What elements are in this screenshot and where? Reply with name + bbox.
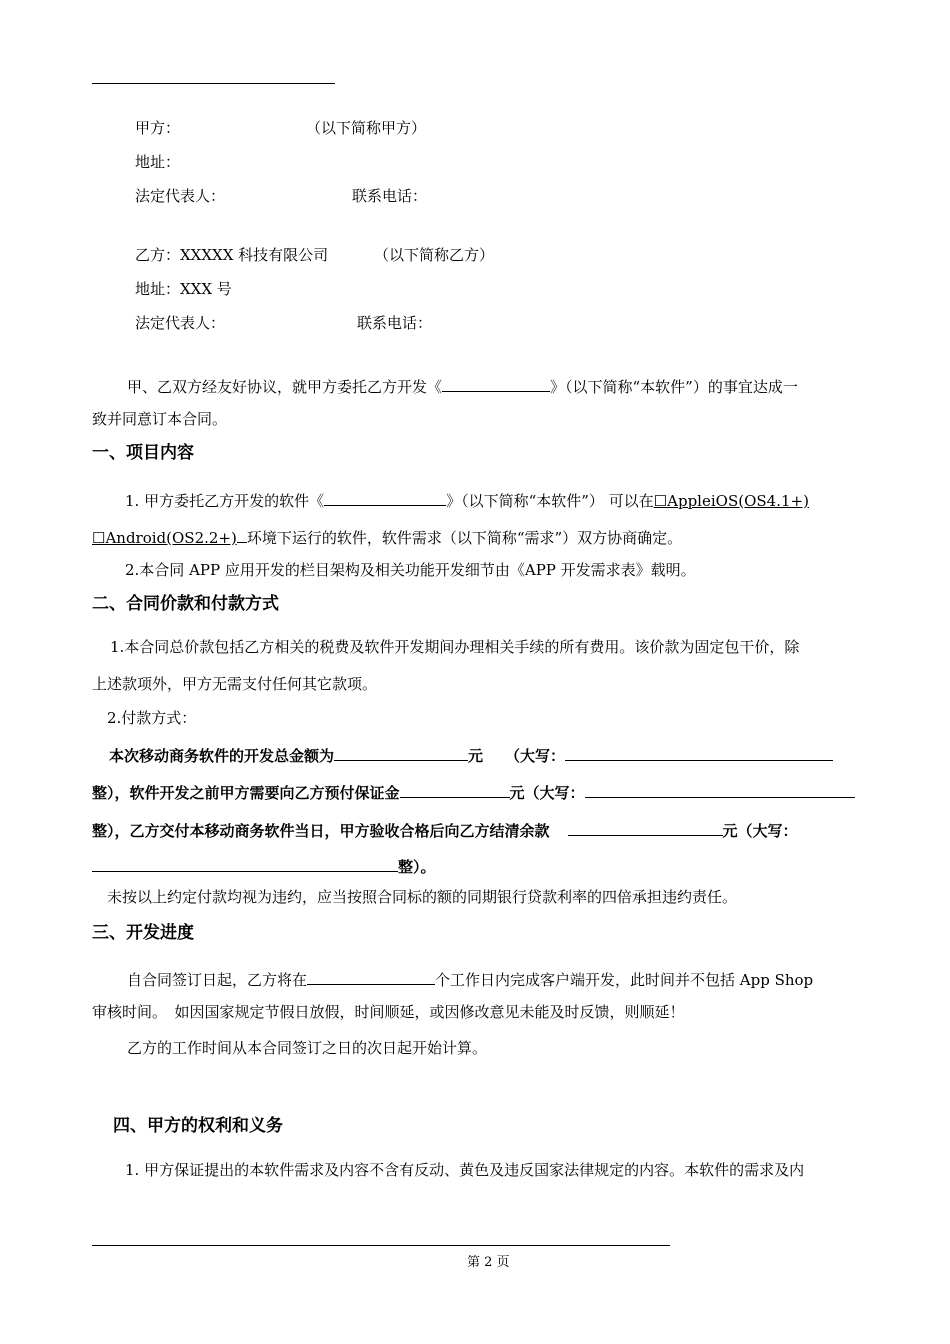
section-1-p1-line-2 bbox=[92, 527, 682, 546]
total-amount-blank bbox=[334, 745, 468, 761]
penalty-clause: 未按以上约定付款均视为违约，应当按照合同标的额的同期银行贷款利率的四倍承担违约责任。 bbox=[107, 888, 738, 906]
android-blank bbox=[237, 527, 247, 543]
balance-capital-end: 整）。 bbox=[398, 858, 436, 876]
section-3-p1-line-2: 审核时间。 如因国家规定节假日放假，时间顺延，或因修改意见未能及时反馈，则顺延！ bbox=[92, 1003, 685, 1021]
section-1-p1-line-2-post: 环境下运行的软件，软件需求（以下简称“需求”）双方协商确定。 bbox=[246, 529, 683, 547]
section-3-p2: 乙方的工作时间从本合同签订之日的次日起开始计算。 bbox=[127, 1039, 488, 1057]
page-number: 第 2 页 bbox=[467, 1255, 510, 1270]
party-a-name-label: 甲方： bbox=[135, 119, 181, 137]
balance-capital-blank bbox=[92, 856, 398, 872]
deposit-capital-label: 元（大写： bbox=[509, 784, 585, 802]
section-2-p1-line-2: 上述款项外，甲方无需支付任何其它款项。 bbox=[92, 675, 378, 693]
party-b-rep-label: 法定代表人： bbox=[135, 314, 226, 332]
party-b-phone-label: 联系电话： bbox=[357, 314, 433, 332]
total-amount-unit: 元 bbox=[468, 747, 484, 765]
section-1-p1-pre: 1. 甲方委托乙方开发的软件《 bbox=[125, 492, 325, 510]
total-amount-capital-blank bbox=[565, 745, 833, 761]
section-2-p2: 2.付款方式： bbox=[107, 709, 197, 727]
intro-line-1 bbox=[127, 376, 798, 395]
total-amount-capital-label: （大写： bbox=[505, 747, 566, 765]
section-3-title: 三、开发进度 bbox=[92, 923, 194, 943]
party-b-address-label: 地址：XXX 号 bbox=[135, 280, 232, 298]
party-b-short-name: （以下简称乙方） bbox=[374, 246, 495, 264]
balance-label: 整），乙方交付本移动商务软件当日，甲方验收合格后向乙方结清余款 bbox=[92, 822, 550, 840]
payment-line-3 bbox=[92, 820, 798, 839]
section-3-p1-pre: 自合同签订日起，乙方将在 bbox=[127, 971, 308, 989]
section-1-title: 一、项目内容 bbox=[92, 443, 194, 463]
party-a-rep-label: 法定代表人： bbox=[135, 187, 226, 205]
footer-rule bbox=[92, 1245, 670, 1246]
intro-line-2: 致并同意订本合同。 bbox=[92, 410, 228, 428]
section-4-p1: 1. 甲方保证提出的本软件需求及内容不含有反动、黄色及违反国家法律规定的内容。本软件的需求及内 bbox=[125, 1161, 805, 1179]
software-name-blank-2 bbox=[324, 490, 446, 506]
ios-option: ☐AppleiOS(OS4.1+) bbox=[653, 492, 809, 510]
intro-line-1-post: 》（以下简称“本软件”）的事宜达成一 bbox=[550, 378, 798, 396]
deposit-capital-blank bbox=[585, 782, 855, 798]
total-amount-label: 本次移动商务软件的开发总金额为 bbox=[109, 747, 335, 765]
android-option: ☐Android(OS2.2+) bbox=[92, 529, 237, 547]
party-a-phone-label: 联系电话： bbox=[352, 187, 428, 205]
balance-blank bbox=[568, 820, 723, 836]
deposit-blank bbox=[400, 782, 510, 798]
payment-line-4 bbox=[92, 856, 436, 875]
software-name-blank bbox=[442, 376, 550, 392]
section-2-title: 二、合同价款和付款方式 bbox=[92, 594, 279, 614]
balance-capital-label: 元（大写： bbox=[722, 822, 798, 840]
section-4-title: 四、甲方的权利和义务 bbox=[113, 1116, 283, 1136]
party-b-name-label: 乙方：XXXXX 科技有限公司 bbox=[135, 246, 329, 264]
deposit-label: 整），软件开发之前甲方需要向乙方预付保证金 bbox=[92, 784, 400, 802]
section-3-p1-post: 个工作日内完成客户端开发，此时间并不包括 App Shop bbox=[435, 971, 814, 989]
party-a-short-name: （以下简称甲方） bbox=[306, 119, 427, 137]
section-3-p1-line-1 bbox=[127, 969, 813, 988]
payment-line-1 bbox=[109, 745, 833, 764]
party-a-address-label: 地址： bbox=[135, 153, 181, 171]
section-1-p2: 2.本合同 APP 应用开发的栏目架构及相关功能开发细节由《APP 开发需求表》载明。 bbox=[125, 561, 696, 579]
section-1-p1-line-1 bbox=[125, 490, 809, 509]
header-rule bbox=[92, 83, 335, 84]
intro-line-1-pre: 甲、乙双方经友好协议，就甲方委托乙方开发《 bbox=[127, 378, 443, 396]
section-1-p1-post: 》（以下简称“本软件”） 可以在 bbox=[446, 492, 654, 510]
section-2-p1-line-1: 1.本合同总价款包括乙方相关的税费及软件开发期间办理相关手续的所有费用。该价款为固定包干价，除 bbox=[110, 638, 800, 656]
payment-line-2 bbox=[92, 782, 855, 801]
workdays-blank bbox=[307, 969, 435, 985]
